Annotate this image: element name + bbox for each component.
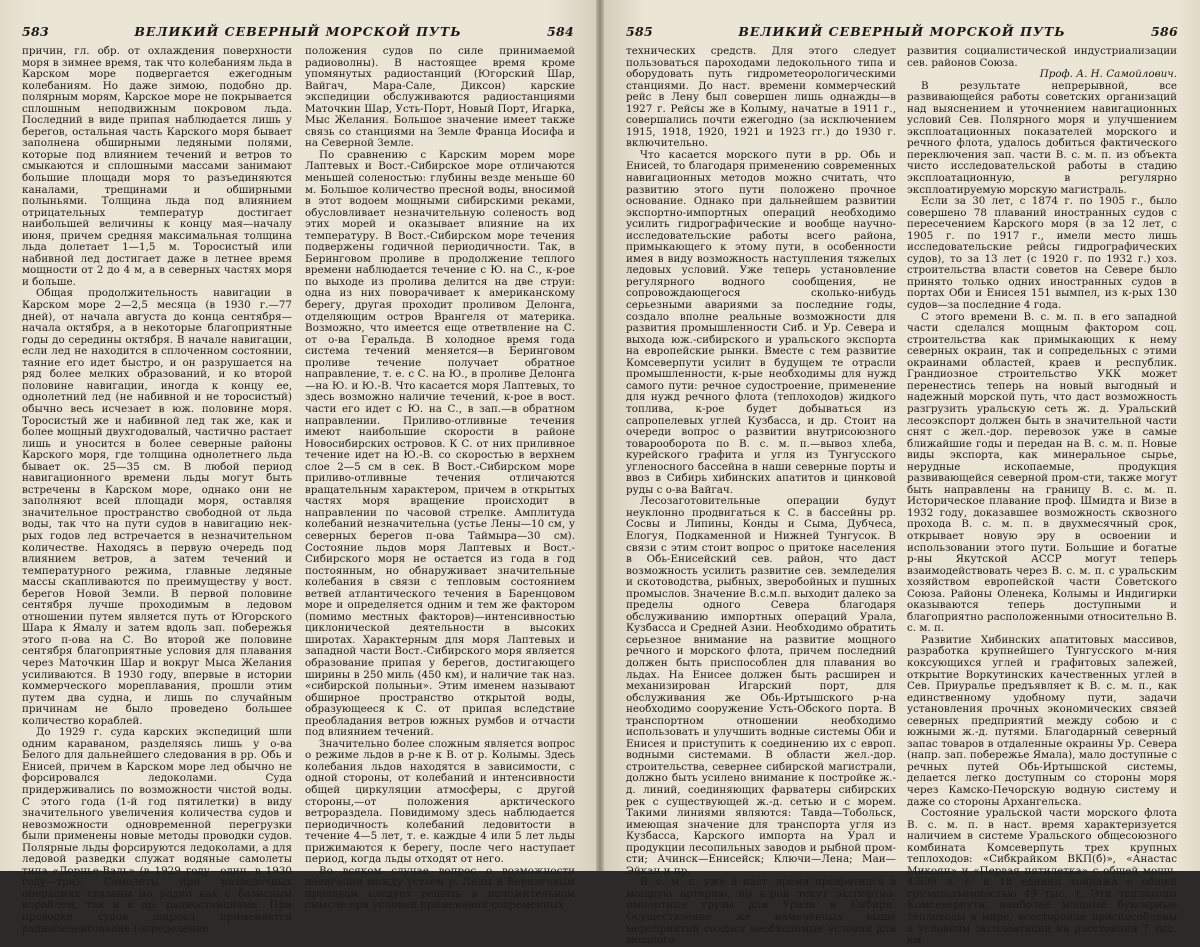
paragraph: развития социалистической индустриализации сев. районов Союза. <box>907 45 1177 69</box>
column-583 <box>22 45 292 935</box>
paragraph: положения судов по силе принимаемой радиоволны). В настоящее время кроме упомянутых радиостанций (Югорский Шар, Вайгач, Мара-Сале, Диксон) карские экспедиции обслуживаются радиостанциями Маточкин Шар, Усть-Порт, Новый Порт, Игарка, Мыс Желания. Большое значение имеет также связь со станциями на Земле Франца Иосифа и на Северной Земле. <box>305 45 575 150</box>
paragraph: По сравнению с Карским морем море Лаптевых и Вост.-Сибирское море отличаются меньшей соленостью: глубины везде меньше 60 м. Большое количество пресной воды, вносимой в этот водоем мощными сибирскими реками, обусловливает незначительную соленость вод этих морей и оказывает влияние на их температуру. В Вост.-Сибирском море течения подвержены годичной периодичности. Так, в Беринговом проливе в продолжение теплого времени наблюдается течение с Ю. на С., к-рое по выходе из пролива делится на две струи: одна из них поворачивает к американскому берегу, другая проходит проливом Делонга, отделяющим остров Врангеля от материка. Возможно, что имеется еще ответвление на С. от о-ва Геральда. В холодное время года система течений меняется—в Беринговом проливе течение получает обратное направление, т. е. с С. на Ю., в проливе Делонга—на Ю. и Ю.-В. Что касается моря Лаптевых, то здесь возможно наличие течений, к-рое в вост. части его идет с Ю. на С., в зап.—в обратном направлении. Приливо-отливные течения имеют наибольшие скорости в районе Новосибирских островов. К С. от них приливное течение идет на Ю.-В. со скоростью в верхнем слое 2—5 см в сек. В Вост.-Сибирском море приливо-отливные течения отличаются вращательным характером, причем в открытых частях моря вращение происходит в направлении по часовой стрелке. Амплитуда колебаний незначительна (устье Лены—10 см, у северных берегов п-ова Таймыра—30 см). Состояние льдов моря Лаптевых и Вост.-Сибирского моря не остается из года в год постоянным, но обнаруживает значительные колебания в связи с тепловым состоянием ветвей атлантического течения в Баренцовом море и определяется одним и тем же фактором (помимо местных факторов)—интенсивностью циклонической деятельности в высоких широтах. Характерным для моря Лаптевых и западной части Вост.-Сибирского моря является образование припая у берегов, достигающего ширины в 250 миль (450 км), и наличие так наз. «сибирской полыньи». Этим именем называют обширное пространство открытой воды, образующееся к С. от припая вследствие преобладания ветров южных румбов и отчасти под влиянием течений. <box>305 148 575 739</box>
paragraph: Что касается морского пути в рр. Обь и Енисей, то благодаря применению современных навигационных методов можно считать, что развитию этого пути положено прочное основание. Однако при дальнейшем развитии экспортно-импортных операций необходимо усилить гидрографические и вообще научно-исследовательские работы всего района, примыкающего к этому пути, в особенности имея в виду возможность наступления тяжелых ледовых условий. Уже теперь установление регулярного водного сообщения, не сопровождающегося сколько-нибудь серьезными авариями за последние годы, создало вполне реальные возможности для развития промышленности Сиб. и Ур. Севера и выхода юж.-сибирского и уральского экспорта на европейские рынки. Вместе с тем развитие Комсеверпути усилит в будущем те отрасли промышленности, к-рые необходимы для нужд самого пути: речное судостроение, применение для нужд речного флота (теплоходов) жидкого топлива, к-рое будет добываться из сапропелевых углей Кузбасса, и др. Стоит на очереди вопрос о развитии внутрисоюзного товарооборота по В. с. м. п.—вывоз хлеба, курейского графита и угля из Тунгусского угленосного бассейна в наши северные порты и ввоз в Сибирь хибинских апатитов и цинковой руды с о-ва Вайгач. <box>626 148 896 496</box>
page-number-583: 583 <box>22 23 49 39</box>
paragraph: В. с. м. п. уже в наст. время превратился в мощную артерию, по к-рой текут экспортно-импортные грузы для Урала и Сибири. Осуществление же намеченных выше мероприятий создаст необходимые условия для мощного <box>626 876 896 947</box>
page-number-585: 585 <box>626 23 653 39</box>
page-number-586: 586 <box>1151 23 1178 39</box>
paragraph: Развитие Хибинских апатитовых массивов, разработка крупнейшего Тунгусского м-ния коксующихся углей и графитовых залежей, открытие Воркутинских качественных углей в Сев. Приуралье предъявляет к В. с. м. п., как единственному удобному пути, задачи установления прочных экономических связей северных предприятий между собою и с южными ж.-д. путями. Благодарный северный запас товаров в отдаленные окраины Ур. Севера (напр. зап. побережье Ямала), мало доступные с речных путей Обь-Иртышской системы, делается легко доступным со стороны моря через Камско-Печорскую водную систему и даже со стороны Архангельска. <box>907 633 1177 808</box>
paragraph: С этого времени В. с. м. п. в его западной части сделался мощным фактором соц. строительства как примыкающих к нему северных окраин, так и сопредельных с этими окраинами областей, краев и республик. Грандиозное строительство УКК может перенестись теперь на новый выгодный и надежный морской путь, что даст возможность разгрузить уральскую сеть ж. д. Уральский лесоэкспорт должен быть в значительной части снят с жел.-дор. перевозок уже в самые ближайшие годы и передан на В. с. м. п. Новые виды экспорта, как минеральное сырье, нерудные ископаемые, продукция развивающейся северной пром-сти, также могут быть направлены на границу В. с. м. п. Историческое плавание проф. Шмидта и Визе в 1932 году, доказавшее возможность сквозного прохода В. с. м. п. в двухмесячный срок, открывает новую эру в освоении и использовании этого пути. Большие и богатые р-ны Якутской АССР могут теперь взаимодействовать через В. с. м. п. с уральским хозяйством европейской части Советского Союза. Районы Оленека, Колымы и Индигирки оказываются теперь доступными и благоприятно расположенными относительно В. с. м. п. <box>907 310 1177 635</box>
right-page <box>604 0 1200 947</box>
left-page-header <box>22 22 574 40</box>
paragraph: причин, гл. обр. от охлаждения поверхности моря в зимнее время, так что колебаниям льда в Карском море подвергается ежегодным колебаниям. Но даже зимою, подобно др. полярным морям, Карское море не покрывается сплошным неподвижным покровом льда. Последний в виде припая наблюдается лишь у берегов, остальная часть Карского моря бывает заполнена обширными ледяными полями, которые под влиянием течений и ветров то смыкаются и сплошными массами занимают большие площади моря то разъединяются каналами, трещинами и обширными полыньями. Толщина льда под влиянием отрицательных температур достигает наибольшей величины к концу мая—началу июня, причем средняя максимальная толщина льда долетает 1—1,5 м. Торосистый или набивной лед достигает даже в летнее время мощности от 2 до 4 м, а в северных частях моря и больше. <box>22 45 292 288</box>
paragraph: Общая продолжительность навигации в Карском море 2—2,5 месяца (в 1930 г.—77 дней), от начала августа до конца сентября—начала октября, а в некоторые благоприятные годы до середины октября. В начале навигации, если лед не находится в сплоченном состоянии, таяние его идет быстро, и он разрушается на ряд более мелких образований, и ко второй половине навигации, иногда к концу ее, однолетний лед (не набивной и не торосистый) обычно весь исчезает в юж. половине моря. Торосистый же и набивной лед так же, как и более мощный двухгодовалый, частично растает лишь и уносится в более северные районы Карского моря, где толщина однолетнего льда бывает ок. 25—35 см. В любой период навигационного времени льды могут быть встречены в Карском море, однако они не заполняют всей площади моря, оставляя значительное пространство свободной от льда воды, так что на пути судов в навигацию нек-рых годов лед встречается в незначительном количестве. Находясь в первую очередь под влиянием ветров, а затем течений и температурного режима, главные ледяные массы скапливаются по преимуществу у вост. берегов Новой Земли. В первой половине сентября лучше проходимым в ледовом отношении путем является путь от Югорского Шара к Ямалу и затем вдоль зап. побережья этого п-ова на С. Во второй же половине сентября благоприятные условия для плавания через Маточкин Шар и вокруг Мыса Желания усиливаются. В 1930 году, впервые в истории коммерческого мореплавания, прошли этим путем два судна, и лишь по случайным причинам не было проведено большее количество кораблей. <box>22 287 292 727</box>
paragraph: Состояние уральской части морского флота В. с. м. п. в наст. время характеризуется наличием в системе Уральского общесоюзного комбината Комсеверпуть трех крупных теплоходов: «Сибкрайком ВКП(б)», «Анастас Микоян» и «Первая пятилетка» с общей мощн. 4.500 л. с. и 18 единиц тоннажа с общей грузоподъемностью 49 тыс. т. Эти теплоходы Комсеверпути, наиболее мощные буксирные теплоходы в мире, всесторонне приспособлены к условиям эксплоатации на расстоянии 7 тыс. км <box>907 807 1177 947</box>
running-title-left: ВЕЛИКИЙ СЕВЕРНЫЙ МОРСКОЙ ПУТЬ <box>134 23 462 39</box>
paragraph: Лесозаготовительные операции будут неуклонно продвигаться к С. в бассейны рр. Сосвы и Липины, Конды и Сыма, Дубчеса, Елогуя, Подкаменной и Нижней Тунгусок. В связи с этим стоит вопрос о притоке населения в Обь-Енисейский сев. район, что даст возможность усилить развитие сев. земледелия и скотоводства, рыбных, зверобойных и пушных промыслов. Значение В.с.м.п. выходит далеко за пределы одного Севера благодаря обслуживанию импортных операций Урала, Кузбасса и Средней Азии. Необходимо обратить серьезное внимание на развитие мощного речного и морского флота, причем последний должен быть приспособлен для плавания во льдах. На Енисее должен быть расширен и механизирован Игарский порт, для обслуживания же Обь-Иртышского р-на необходимо сооружение Усть-Обского порта. В транспортном отношении необходимо использовать и улучшить водные системы Оби и Енисея и приступить к соединению их с европ. водными системами. В области жел.-дор. строительства, севернее сибирской магистрали, должно быть усилено внимание к постройке ж.-д. линий, соединяющих фарватеры сибирских рек с существующей ж.-д. сетью и с морем. Такими линиями являются: Тавда—Тобольск, имеющая значение для транспорта угля из Кузбасса, Карского импорта на Урал и продукции лесопильных заводов и рыбной пром-сти; Ачинск—Енисейск; Ключи—Лена; Маи—Эйкан и пр. <box>626 495 896 877</box>
running-title-right: ВЕЛИКИЙ СЕВЕРНЫЙ МОРСКОЙ ПУТЬ <box>738 23 1066 39</box>
right-page-header <box>626 22 1178 40</box>
column-585 <box>626 45 896 947</box>
left-page <box>0 0 596 935</box>
paragraph: Во всяком случае вопрос о возможности навигации между устьем р. Лены и Беринговым проливом следует решить в положительном смысле при условии применения современных <box>305 864 575 912</box>
paragraph: В результате непрерывной, все развивающейся работы советских организаций над выяснением и уточнением навигационных условий Сев. Полярного моря и улучшением эксплоатационных показателей морского и речного флота, удалось добиться фактического переключения зап. части В. с. м. п. из объекта чисто исследовательской работы в стадию эксплоатационную, в регулярно эксплоатируемую морскую магистраль. <box>907 79 1177 196</box>
column-584 <box>305 45 575 912</box>
author-signature: Проф. А. Н. Самойлович. <box>1039 68 1177 81</box>
book-gutter <box>596 0 604 871</box>
paragraph: Если за 30 лет, с 1874 г. по 1905 г., было совершено 78 плаваний иностранных судов с пересечением Карского моря (в за 12 лет, с 1905 г. по 1917 г., имели место лишь исследовательские рейсы гидрографических судов), то за 13 лет (с 1920 г. по 1932 г.) хоз. строительства власти советов на Севере было принято только одних иностранных судов в портах Оби и Енисея 151 вымпел, из к-рых 130 судов—за последние 4 года. <box>907 195 1177 312</box>
paragraph: До 1929 г. суда карских экспедиций шли одним караваном, разделяясь лишь у о-ва Белого для дальнейшего следования в рр. Обь и Енисей, причем в Карском море лед обычно не форсировался ледоколами. Суда придерживались по возможности чистой воды. С этого года (1-й год пятилетки) в виду значительного увеличения количества судов и невозможности одновременной перегрузки были применены новые методы проводки судов. Полярные льды форсируются ледоколами, а для ледовой разведки служат водяные самолеты типа «Дорнье-Валь» (в 1929 году—один, в 1930 году—три). Самолеты при разведочных операциях связаны по радио как с базисным кораблем, так и с др. радиостанциями. При проводке судов широко применяется радиопеленгование (определение <box>22 726 292 935</box>
paragraph: Значительно более сложным является вопрос о режиме льдов в р-не к В. от р. Колымы. Здесь колебания льдов находятся в зависимости, с одной стороны, от колебаний и интенсивности общей циркуляции атмосферы, с другой стороны,—от положения арктического ветрораздела. Повидимому здесь наблюдается периодичность колебаний ледовитости в течение 4—5 лет, т. е. каждые 4 или 5 лет льды прижимаются к берегу, после чего наступает период, когда льды отходят от него. <box>305 737 575 866</box>
page-number-584: 584 <box>547 23 574 39</box>
paragraph: технических средств. Для этого следует пользоваться пароходами ледокольного типа и оборудовать путь гидрометеорологическими станциями. До наст. времени коммерческий рейс в Лену был совершен лишь однажды—в 1927 г. Рейсы же в Колыму, начатые в 1911 г., совершались почти ежегодно (за исключением 1915, 1918, 1920, 1921 и 1923 гг.) до 1930 г. включительно. <box>626 45 896 150</box>
column-586 <box>907 45 1177 947</box>
